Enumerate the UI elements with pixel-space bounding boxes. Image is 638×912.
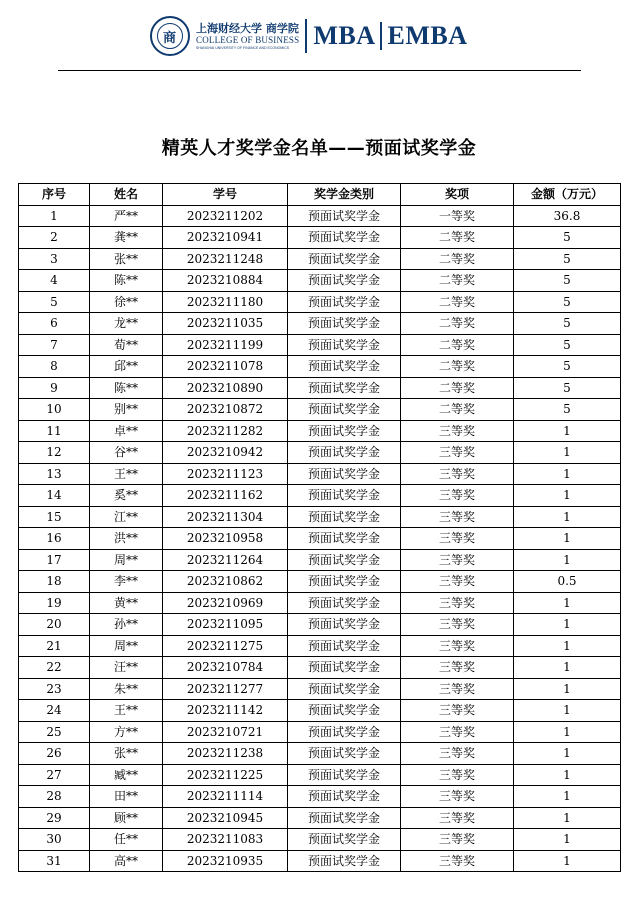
award-cell: 三等奖 xyxy=(401,528,514,550)
category-cell: 预面试奖学金 xyxy=(288,356,401,378)
index-cell: 30 xyxy=(19,829,90,851)
name-cell: 方** xyxy=(90,721,163,743)
table-row xyxy=(19,549,621,571)
category-cell: 预面试奖学金 xyxy=(288,313,401,335)
category-cell: 预面试奖学金 xyxy=(288,485,401,507)
table-row xyxy=(19,700,621,722)
name-cell: 谷** xyxy=(90,442,163,464)
name-cell: 龚** xyxy=(90,227,163,249)
amount-cell: 1 xyxy=(514,678,621,700)
table-row xyxy=(19,743,621,765)
amount-cell: 5 xyxy=(514,248,621,270)
index-cell: 5 xyxy=(19,291,90,313)
logo-divider xyxy=(305,19,307,53)
school-name-english: COLLEGE OF BUSINESS xyxy=(196,34,300,45)
index-cell: 19 xyxy=(19,592,90,614)
column-header-name: 姓名 xyxy=(90,184,163,206)
category-cell: 预面试奖学金 xyxy=(288,614,401,636)
student-id-cell: 2023210958 xyxy=(163,528,288,550)
award-cell: 三等奖 xyxy=(401,592,514,614)
table-row xyxy=(19,528,621,550)
name-cell: 李** xyxy=(90,571,163,593)
award-cell: 三等奖 xyxy=(401,721,514,743)
name-cell: 王** xyxy=(90,463,163,485)
table-row xyxy=(19,377,621,399)
category-cell: 预面试奖学金 xyxy=(288,399,401,421)
amount-cell: 5 xyxy=(514,377,621,399)
award-cell: 二等奖 xyxy=(401,377,514,399)
column-header-award: 奖项 xyxy=(401,184,514,206)
university-name-english: SHANGHAI UNIVERSITY OF FINANCE AND ECONOMICS xyxy=(196,45,290,50)
student-id-cell: 2023211095 xyxy=(163,614,288,636)
name-cell: 陈** xyxy=(90,270,163,292)
category-cell: 预面试奖学金 xyxy=(288,270,401,292)
student-id-cell: 2023211199 xyxy=(163,334,288,356)
index-cell: 23 xyxy=(19,678,90,700)
student-id-cell: 2023211282 xyxy=(163,420,288,442)
index-cell: 6 xyxy=(19,313,90,335)
index-cell: 17 xyxy=(19,549,90,571)
award-cell: 三等奖 xyxy=(401,549,514,571)
category-cell: 预面试奖学金 xyxy=(288,700,401,722)
index-cell: 27 xyxy=(19,764,90,786)
table-row xyxy=(19,334,621,356)
index-cell: 1 xyxy=(19,205,90,227)
index-cell: 8 xyxy=(19,356,90,378)
award-cell: 三等奖 xyxy=(401,463,514,485)
amount-cell: 1 xyxy=(514,850,621,872)
index-cell: 12 xyxy=(19,442,90,464)
table-row xyxy=(19,592,621,614)
index-cell: 18 xyxy=(19,571,90,593)
amount-cell: 5 xyxy=(514,313,621,335)
student-id-cell: 2023210872 xyxy=(163,399,288,421)
award-cell: 三等奖 xyxy=(401,829,514,851)
index-cell: 26 xyxy=(19,743,90,765)
name-cell: 高** xyxy=(90,850,163,872)
amount-cell: 1 xyxy=(514,657,621,679)
index-cell: 28 xyxy=(19,786,90,808)
award-cell: 三等奖 xyxy=(401,700,514,722)
program-brand xyxy=(313,21,467,51)
student-id-cell: 2023210941 xyxy=(163,227,288,249)
category-cell: 预面试奖学金 xyxy=(288,657,401,679)
student-id-cell: 2023210890 xyxy=(163,377,288,399)
college-seal-logo xyxy=(150,16,190,56)
student-id-cell: 2023211114 xyxy=(163,786,288,808)
school-name-chinese: 上海财经大学 商学院 xyxy=(196,21,299,35)
index-cell: 29 xyxy=(19,807,90,829)
name-cell: 江** xyxy=(90,506,163,528)
table-row xyxy=(19,678,621,700)
name-cell: 黄** xyxy=(90,592,163,614)
name-cell: 顾** xyxy=(90,807,163,829)
amount-cell: 1 xyxy=(514,592,621,614)
index-cell: 24 xyxy=(19,700,90,722)
student-id-cell: 2023210721 xyxy=(163,721,288,743)
scholarship-table xyxy=(18,183,621,872)
award-cell: 三等奖 xyxy=(401,614,514,636)
name-cell: 洪** xyxy=(90,528,163,550)
category-cell: 预面试奖学金 xyxy=(288,463,401,485)
student-id-cell: 2023211225 xyxy=(163,764,288,786)
award-cell: 三等奖 xyxy=(401,571,514,593)
name-cell: 陈** xyxy=(90,377,163,399)
category-cell: 预面试奖学金 xyxy=(288,549,401,571)
amount-cell: 1 xyxy=(514,528,621,550)
table-row xyxy=(19,635,621,657)
amount-cell: 1 xyxy=(514,786,621,808)
table-row xyxy=(19,721,621,743)
table-row xyxy=(19,442,621,464)
award-cell: 三等奖 xyxy=(401,420,514,442)
category-cell: 预面试奖学金 xyxy=(288,334,401,356)
name-cell: 张** xyxy=(90,248,163,270)
name-cell: 田** xyxy=(90,786,163,808)
column-header-student-id: 学号 xyxy=(163,184,288,206)
amount-cell: 1 xyxy=(514,549,621,571)
award-cell: 二等奖 xyxy=(401,356,514,378)
index-cell: 7 xyxy=(19,334,90,356)
student-id-cell: 2023210884 xyxy=(163,270,288,292)
brand-emba: EMBA xyxy=(387,21,468,50)
student-id-cell: 2023211248 xyxy=(163,248,288,270)
name-cell: 奚** xyxy=(90,485,163,507)
table-row xyxy=(19,270,621,292)
name-cell: 孙** xyxy=(90,614,163,636)
amount-cell: 1 xyxy=(514,442,621,464)
amount-cell: 1 xyxy=(514,829,621,851)
name-cell: 邱** xyxy=(90,356,163,378)
name-cell: 荀** xyxy=(90,334,163,356)
name-cell: 徐** xyxy=(90,291,163,313)
award-cell: 三等奖 xyxy=(401,786,514,808)
index-cell: 20 xyxy=(19,614,90,636)
table-row xyxy=(19,485,621,507)
award-cell: 二等奖 xyxy=(401,248,514,270)
table-header-row xyxy=(19,184,621,206)
index-cell: 21 xyxy=(19,635,90,657)
student-id-cell: 2023211142 xyxy=(163,700,288,722)
student-id-cell: 2023211277 xyxy=(163,678,288,700)
category-cell: 预面试奖学金 xyxy=(288,506,401,528)
category-cell: 预面试奖学金 xyxy=(288,807,401,829)
student-id-cell: 2023210935 xyxy=(163,850,288,872)
amount-cell: 1 xyxy=(514,420,621,442)
header-rule xyxy=(58,70,581,71)
brand-separator xyxy=(380,22,382,50)
school-name-block xyxy=(196,22,299,51)
table-body xyxy=(19,205,621,872)
column-header-index: 序号 xyxy=(19,184,90,206)
amount-cell: 5 xyxy=(514,227,621,249)
name-cell: 张** xyxy=(90,743,163,765)
name-cell: 别** xyxy=(90,399,163,421)
table-row xyxy=(19,829,621,851)
student-id-cell: 2023211238 xyxy=(163,743,288,765)
amount-cell: 5 xyxy=(514,399,621,421)
page-header xyxy=(150,14,467,58)
category-cell: 预面试奖学金 xyxy=(288,528,401,550)
category-cell: 预面试奖学金 xyxy=(288,678,401,700)
amount-cell: 0.5 xyxy=(514,571,621,593)
award-cell: 三等奖 xyxy=(401,850,514,872)
category-cell: 预面试奖学金 xyxy=(288,786,401,808)
table-row xyxy=(19,313,621,335)
table-row xyxy=(19,248,621,270)
index-cell: 25 xyxy=(19,721,90,743)
award-cell: 三等奖 xyxy=(401,506,514,528)
table-row xyxy=(19,786,621,808)
category-cell: 预面试奖学金 xyxy=(288,764,401,786)
category-cell: 预面试奖学金 xyxy=(288,205,401,227)
student-id-cell: 2023211304 xyxy=(163,506,288,528)
table-row xyxy=(19,420,621,442)
amount-cell: 1 xyxy=(514,635,621,657)
student-id-cell: 2023211180 xyxy=(163,291,288,313)
brand-mba: MBA xyxy=(313,21,376,50)
award-cell: 三等奖 xyxy=(401,485,514,507)
category-cell: 预面试奖学金 xyxy=(288,248,401,270)
amount-cell: 36.8 xyxy=(514,205,621,227)
award-cell: 三等奖 xyxy=(401,442,514,464)
index-cell: 3 xyxy=(19,248,90,270)
award-cell: 三等奖 xyxy=(401,807,514,829)
table-row xyxy=(19,463,621,485)
category-cell: 预面试奖学金 xyxy=(288,721,401,743)
name-cell: 严** xyxy=(90,205,163,227)
table-row xyxy=(19,764,621,786)
category-cell: 预面试奖学金 xyxy=(288,377,401,399)
column-header-amount: 金额（万元） xyxy=(514,184,621,206)
amount-cell: 1 xyxy=(514,764,621,786)
student-id-cell: 2023211078 xyxy=(163,356,288,378)
amount-cell: 5 xyxy=(514,270,621,292)
amount-cell: 1 xyxy=(514,485,621,507)
table-row xyxy=(19,506,621,528)
category-cell: 预面试奖学金 xyxy=(288,420,401,442)
award-cell: 二等奖 xyxy=(401,399,514,421)
award-cell: 三等奖 xyxy=(401,764,514,786)
table-row xyxy=(19,205,621,227)
column-header-category: 奖学金类别 xyxy=(288,184,401,206)
award-cell: 三等奖 xyxy=(401,743,514,765)
index-cell: 14 xyxy=(19,485,90,507)
index-cell: 10 xyxy=(19,399,90,421)
name-cell: 臧** xyxy=(90,764,163,786)
award-cell: 三等奖 xyxy=(401,657,514,679)
award-cell: 一等奖 xyxy=(401,205,514,227)
award-cell: 三等奖 xyxy=(401,678,514,700)
category-cell: 预面试奖学金 xyxy=(288,850,401,872)
table-row xyxy=(19,850,621,872)
student-id-cell: 2023210942 xyxy=(163,442,288,464)
table-row xyxy=(19,807,621,829)
amount-cell: 1 xyxy=(514,463,621,485)
student-id-cell: 2023211202 xyxy=(163,205,288,227)
seal-character: 商 xyxy=(163,31,177,46)
award-cell: 二等奖 xyxy=(401,334,514,356)
student-id-cell: 2023210784 xyxy=(163,657,288,679)
index-cell: 16 xyxy=(19,528,90,550)
index-cell: 2 xyxy=(19,227,90,249)
name-cell: 朱** xyxy=(90,678,163,700)
index-cell: 11 xyxy=(19,420,90,442)
table-row xyxy=(19,614,621,636)
index-cell: 13 xyxy=(19,463,90,485)
name-cell: 周** xyxy=(90,549,163,571)
document-title: 精英人才奖学金名单——预面试奖学金 xyxy=(161,138,477,159)
category-cell: 预面试奖学金 xyxy=(288,291,401,313)
table-row xyxy=(19,399,621,421)
table-row xyxy=(19,356,621,378)
amount-cell: 1 xyxy=(514,807,621,829)
name-cell: 汪** xyxy=(90,657,163,679)
index-cell: 22 xyxy=(19,657,90,679)
table-row xyxy=(19,657,621,679)
student-id-cell: 2023211264 xyxy=(163,549,288,571)
student-id-cell: 2023211035 xyxy=(163,313,288,335)
amount-cell: 1 xyxy=(514,743,621,765)
award-cell: 二等奖 xyxy=(401,291,514,313)
table-row xyxy=(19,571,621,593)
table-row xyxy=(19,291,621,313)
award-cell: 二等奖 xyxy=(401,227,514,249)
name-cell: 王** xyxy=(90,700,163,722)
index-cell: 4 xyxy=(19,270,90,292)
amount-cell: 5 xyxy=(514,334,621,356)
category-cell: 预面试奖学金 xyxy=(288,442,401,464)
student-id-cell: 2023211083 xyxy=(163,829,288,851)
category-cell: 预面试奖学金 xyxy=(288,635,401,657)
amount-cell: 1 xyxy=(514,614,621,636)
category-cell: 预面试奖学金 xyxy=(288,743,401,765)
student-id-cell: 2023210945 xyxy=(163,807,288,829)
index-cell: 15 xyxy=(19,506,90,528)
name-cell: 卓** xyxy=(90,420,163,442)
award-cell: 三等奖 xyxy=(401,635,514,657)
student-id-cell: 2023211162 xyxy=(163,485,288,507)
category-cell: 预面试奖学金 xyxy=(288,571,401,593)
amount-cell: 5 xyxy=(514,356,621,378)
name-cell: 龙** xyxy=(90,313,163,335)
index-cell: 31 xyxy=(19,850,90,872)
award-cell: 二等奖 xyxy=(401,270,514,292)
student-id-cell: 2023211123 xyxy=(163,463,288,485)
student-id-cell: 2023210969 xyxy=(163,592,288,614)
table-row xyxy=(19,227,621,249)
name-cell: 周** xyxy=(90,635,163,657)
category-cell: 预面试奖学金 xyxy=(288,227,401,249)
category-cell: 预面试奖学金 xyxy=(288,829,401,851)
award-cell: 二等奖 xyxy=(401,313,514,335)
student-id-cell: 2023211275 xyxy=(163,635,288,657)
amount-cell: 1 xyxy=(514,700,621,722)
name-cell: 任** xyxy=(90,829,163,851)
index-cell: 9 xyxy=(19,377,90,399)
amount-cell: 5 xyxy=(514,291,621,313)
amount-cell: 1 xyxy=(514,721,621,743)
category-cell: 预面试奖学金 xyxy=(288,592,401,614)
amount-cell: 1 xyxy=(514,506,621,528)
student-id-cell: 2023210862 xyxy=(163,571,288,593)
